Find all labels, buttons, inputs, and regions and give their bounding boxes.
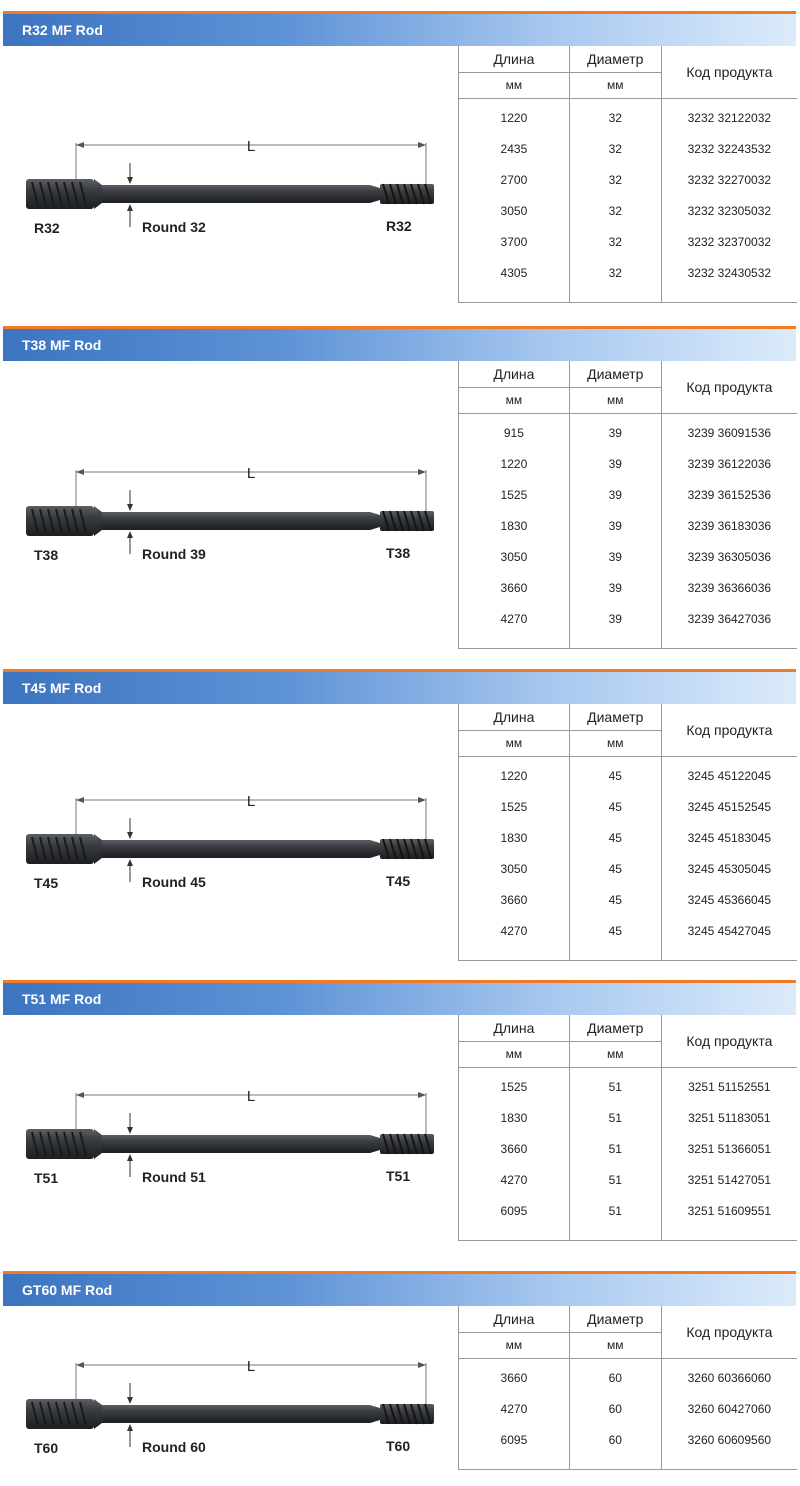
code-cell: 3251 51183051 <box>661 1102 797 1133</box>
code-cell: 3239 36183036 <box>661 510 797 541</box>
rod-body <box>26 834 434 864</box>
diameter-cell: 51 <box>569 1102 661 1133</box>
code-header: Код продукта <box>661 1015 797 1067</box>
diameter-cell: 32 <box>569 226 661 257</box>
code-cell: 3251 51427051 <box>661 1164 797 1195</box>
table-row <box>459 760 798 791</box>
length-cell: 2435 <box>459 133 570 164</box>
diameter-cell: 45 <box>569 822 661 853</box>
length-header: Длина <box>459 46 570 72</box>
diameter-cell: 39 <box>569 417 661 448</box>
diameter-header: Диаметр <box>569 46 661 72</box>
spec-table <box>458 704 797 961</box>
table-row <box>459 479 798 510</box>
diameter-cell: 39 <box>569 541 661 572</box>
left-thread-label: R32 <box>34 220 60 235</box>
round-label: Round 45 <box>142 874 206 890</box>
length-unit: мм <box>459 1332 570 1358</box>
diameter-cell: 39 <box>569 448 661 479</box>
length-cell: 1220 <box>459 448 570 479</box>
code-cell: 3239 36305036 <box>661 541 797 572</box>
code-header: Код продукта <box>661 704 797 756</box>
diameter-header: Диаметр <box>569 361 661 387</box>
code-cell: 3251 51366051 <box>661 1133 797 1164</box>
length-cell: 1220 <box>459 760 570 791</box>
table-row <box>459 603 798 634</box>
length-unit: мм <box>459 72 570 98</box>
length-dimension <box>76 793 426 844</box>
section-header <box>3 11 796 46</box>
code-cell: 3245 45122045 <box>661 760 797 791</box>
diameter-cell: 51 <box>569 1164 661 1195</box>
table-row <box>459 1164 798 1195</box>
length-cell: 1830 <box>459 1102 570 1133</box>
table-row <box>459 1362 798 1393</box>
rod-diagram-svg <box>18 432 448 562</box>
table-row <box>459 1393 798 1424</box>
right-thread-label: T45 <box>386 873 411 889</box>
diameter-cell: 51 <box>569 1071 661 1102</box>
diameter-cell: 51 <box>569 1133 661 1164</box>
right-thread-label: T38 <box>386 545 411 561</box>
rod-drawing <box>18 432 448 562</box>
code-cell: 3251 51609551 <box>661 1195 797 1226</box>
length-cell: 1220 <box>459 102 570 133</box>
code-cell: 3245 45152545 <box>661 791 797 822</box>
table-row <box>459 195 798 226</box>
length-cell: 1525 <box>459 791 570 822</box>
diameter-cell: 39 <box>569 603 661 634</box>
length-cell: 4270 <box>459 1164 570 1195</box>
code-cell: 3232 32430532 <box>661 257 797 288</box>
diameter-unit: мм <box>569 1041 661 1067</box>
diameter-cell: 39 <box>569 479 661 510</box>
rod-body <box>26 506 434 536</box>
code-cell: 3239 36366036 <box>661 572 797 603</box>
length-cell: 1830 <box>459 822 570 853</box>
length-cell: 3700 <box>459 226 570 257</box>
section-title: R32 MF Rod <box>22 22 103 38</box>
diameter-cell: 45 <box>569 915 661 946</box>
code-cell: 3232 32305032 <box>661 195 797 226</box>
length-cell: 4270 <box>459 603 570 634</box>
length-label: L <box>246 465 256 482</box>
length-cell: 4270 <box>459 915 570 946</box>
rod-diagram-svg <box>18 1325 448 1455</box>
diameter-cell: 32 <box>569 257 661 288</box>
table-row <box>459 164 798 195</box>
diameter-cell: 32 <box>569 164 661 195</box>
code-cell: 3245 45305045 <box>661 853 797 884</box>
left-thread-label: T60 <box>34 1440 59 1455</box>
code-cell: 3245 45183045 <box>661 822 797 853</box>
length-header: Длина <box>459 361 570 387</box>
rod-body <box>26 179 434 209</box>
table-row <box>459 915 798 946</box>
code-cell: 3239 36091536 <box>661 417 797 448</box>
diameter-cell: 60 <box>569 1393 661 1424</box>
code-cell: 3232 32270032 <box>661 164 797 195</box>
round-label: Round 32 <box>142 219 206 235</box>
section-header <box>3 980 796 1015</box>
code-cell: 3232 32243532 <box>661 133 797 164</box>
code-cell: 3260 60609560 <box>661 1424 797 1455</box>
table-row <box>459 226 798 257</box>
length-label: L <box>246 1088 256 1105</box>
table-row <box>459 1133 798 1164</box>
round-label: Round 39 <box>142 546 206 562</box>
diameter-cell: 45 <box>569 853 661 884</box>
right-thread-label: T51 <box>386 1168 411 1184</box>
diameter-cell: 45 <box>569 791 661 822</box>
length-header: Длина <box>459 1306 570 1332</box>
diameter-cell: 39 <box>569 572 661 603</box>
rod-drawing <box>18 1325 448 1455</box>
table-row <box>459 102 798 133</box>
diameter-unit: мм <box>569 387 661 413</box>
length-label: L <box>246 138 256 155</box>
rod-drawing <box>18 1055 448 1185</box>
section-header <box>3 326 796 361</box>
table-row <box>459 510 798 541</box>
length-cell: 3050 <box>459 541 570 572</box>
code-cell: 3239 36152536 <box>661 479 797 510</box>
rod-body <box>26 1399 434 1429</box>
length-dimension <box>76 1088 426 1139</box>
diameter-cell: 60 <box>569 1362 661 1393</box>
length-cell: 2700 <box>459 164 570 195</box>
length-cell: 6095 <box>459 1195 570 1226</box>
table-row <box>459 1071 798 1102</box>
spec-table <box>458 1306 797 1470</box>
code-cell: 3260 60427060 <box>661 1393 797 1424</box>
section-header <box>3 669 796 704</box>
rod-diagram-svg <box>18 760 448 890</box>
table-header-row <box>459 361 798 387</box>
length-dimension <box>76 1358 426 1409</box>
length-cell: 3050 <box>459 853 570 884</box>
diameter-cell: 32 <box>569 133 661 164</box>
table-header-row <box>459 1306 798 1332</box>
section-title: GT60 MF Rod <box>22 1282 113 1298</box>
table-row <box>459 257 798 288</box>
length-cell: 4305 <box>459 257 570 288</box>
left-thread-label: T45 <box>34 875 59 890</box>
diameter-unit: мм <box>569 730 661 756</box>
length-cell: 3660 <box>459 1133 570 1164</box>
length-label: L <box>246 1358 256 1375</box>
diameter-cell: 45 <box>569 760 661 791</box>
diameter-unit: мм <box>569 72 661 98</box>
length-cell: 1525 <box>459 1071 570 1102</box>
table-header-row <box>459 46 798 72</box>
table-row <box>459 133 798 164</box>
code-cell: 3239 36427036 <box>661 603 797 634</box>
diameter-cell: 60 <box>569 1424 661 1455</box>
rod-drawing <box>18 105 448 235</box>
diameter-cell: 32 <box>569 195 661 226</box>
diameter-header: Диаметр <box>569 1306 661 1332</box>
length-cell: 1830 <box>459 510 570 541</box>
spec-table <box>458 46 797 303</box>
section-title: T38 MF Rod <box>22 337 102 353</box>
table-row <box>459 791 798 822</box>
table-row <box>459 1102 798 1133</box>
rod-diagram-svg <box>18 1055 448 1185</box>
diameter-cell: 51 <box>569 1195 661 1226</box>
length-unit: мм <box>459 1041 570 1067</box>
diameter-cell: 45 <box>569 884 661 915</box>
table-row <box>459 853 798 884</box>
length-cell: 3660 <box>459 884 570 915</box>
length-unit: мм <box>459 387 570 413</box>
code-cell: 3251 51152551 <box>661 1071 797 1102</box>
length-cell: 6095 <box>459 1424 570 1455</box>
spec-table <box>458 361 797 649</box>
length-dimension <box>76 465 426 516</box>
length-dimension <box>76 138 426 189</box>
section-title: T51 MF Rod <box>22 991 102 1007</box>
rod-drawing <box>18 760 448 890</box>
length-cell: 3660 <box>459 572 570 603</box>
length-header: Длина <box>459 1015 570 1041</box>
rod-diagram-svg <box>18 105 448 235</box>
table-row <box>459 448 798 479</box>
round-label: Round 51 <box>142 1169 206 1185</box>
length-header: Длина <box>459 704 570 730</box>
code-cell: 3232 32122032 <box>661 102 797 133</box>
code-header: Код продукта <box>661 361 797 413</box>
code-header: Код продукта <box>661 1306 797 1358</box>
table-row <box>459 1424 798 1455</box>
length-cell: 3050 <box>459 195 570 226</box>
length-cell: 915 <box>459 417 570 448</box>
table-row <box>459 1195 798 1226</box>
rod-body <box>26 1129 434 1159</box>
left-thread-label: T51 <box>34 1170 59 1185</box>
length-cell: 3660 <box>459 1362 570 1393</box>
round-label: Round 60 <box>142 1439 206 1455</box>
length-cell: 4270 <box>459 1393 570 1424</box>
length-label: L <box>246 793 256 810</box>
code-cell: 3245 45427045 <box>661 915 797 946</box>
left-thread-label: T38 <box>34 547 59 562</box>
section-header <box>3 1271 796 1306</box>
diameter-unit: мм <box>569 1332 661 1358</box>
table-header-row <box>459 1015 798 1041</box>
code-cell: 3239 36122036 <box>661 448 797 479</box>
diameter-cell: 32 <box>569 102 661 133</box>
length-cell: 1525 <box>459 479 570 510</box>
right-thread-label: T60 <box>386 1438 411 1454</box>
table-header-row <box>459 704 798 730</box>
code-cell: 3245 45366045 <box>661 884 797 915</box>
table-row <box>459 822 798 853</box>
right-thread-label: R32 <box>386 218 412 234</box>
table-row <box>459 884 798 915</box>
section-title: T45 MF Rod <box>22 680 102 696</box>
code-header: Код продукта <box>661 46 797 98</box>
table-row <box>459 541 798 572</box>
code-cell: 3260 60366060 <box>661 1362 797 1393</box>
spec-table <box>458 1015 797 1241</box>
table-row <box>459 417 798 448</box>
length-unit: мм <box>459 730 570 756</box>
code-cell: 3232 32370032 <box>661 226 797 257</box>
diameter-header: Диаметр <box>569 1015 661 1041</box>
diameter-cell: 39 <box>569 510 661 541</box>
diameter-header: Диаметр <box>569 704 661 730</box>
table-row <box>459 572 798 603</box>
